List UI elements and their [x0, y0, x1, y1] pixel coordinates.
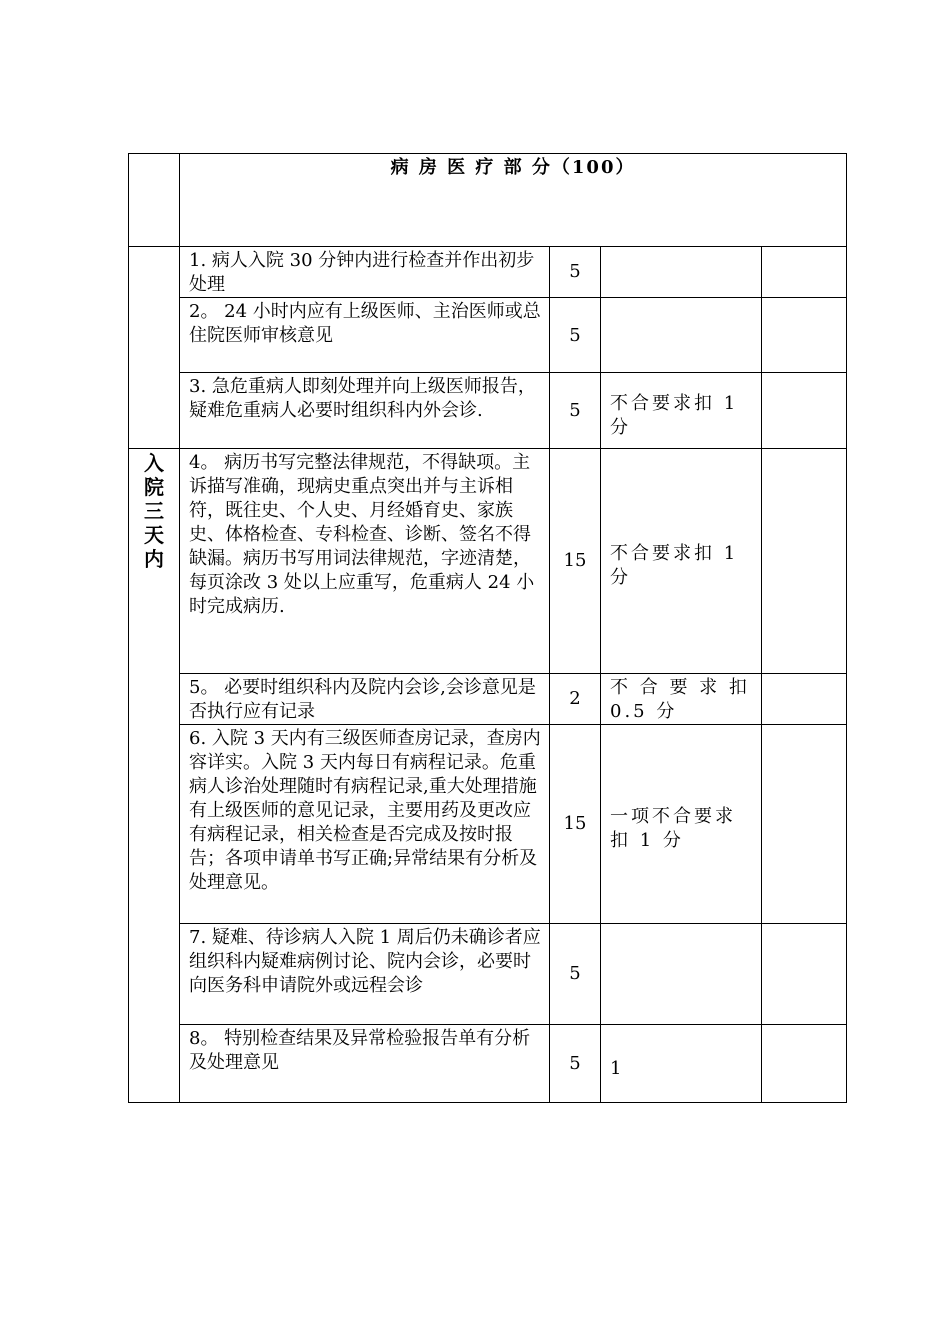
remark-cell — [762, 725, 847, 924]
item-text: 6. 入院 3 天内有三级医师查房记录，查房内容详实。入院 3 天内每日有病程记录。危重病人诊治处理随时有病程记录,重大处理措施有上级医师的意见记录，主要用药及更改应有病程记录，相关检查是否完成及按时报告；各项申请单书写正确;异常结果有分析及处理意见。 — [180, 725, 550, 924]
remark-cell — [762, 449, 847, 674]
deduction-rule: 一项不合要求扣 1 分 — [601, 725, 762, 924]
table-row — [129, 725, 847, 924]
item-text: 5。 必要时组织科内及院内会诊,会诊意见是否执行应有记录 — [180, 674, 550, 725]
title-row — [129, 154, 847, 247]
deduction-rule: 不合要求扣 1 分 — [601, 373, 762, 449]
remark-cell — [762, 247, 847, 298]
section-cell — [129, 449, 180, 1103]
blank-section-cell — [129, 247, 180, 449]
scoring-table — [128, 153, 847, 1103]
table-title: 病 房 医 疗 部 分（100） — [180, 154, 847, 247]
table-row — [129, 1025, 847, 1103]
item-score: 15 — [550, 725, 601, 924]
table-row — [129, 674, 847, 725]
remark-cell — [762, 373, 847, 449]
item-score: 5 — [550, 298, 601, 373]
item-score: 5 — [550, 247, 601, 298]
deduction-rule — [601, 247, 762, 298]
remark-cell — [762, 298, 847, 373]
item-text: 1. 病人入院 30 分钟内进行检查并作出初步处理 — [180, 247, 550, 298]
deduction-rule — [601, 298, 762, 373]
table-row — [129, 247, 847, 298]
item-text: 3. 急危重病人即刻处理并向上级医师报告，疑难危重病人必要时组织科内外会诊. — [180, 373, 550, 449]
section-label: 入院三天内 — [144, 451, 164, 571]
table-row — [129, 298, 847, 373]
deduction-rule — [601, 924, 762, 1025]
item-score: 2 — [550, 674, 601, 725]
item-text: 2。 24 小时内应有上级医师、主治医师或总住院医师审核意见 — [180, 298, 550, 373]
item-score: 15 — [550, 449, 601, 674]
item-score: 5 — [550, 373, 601, 449]
remark-cell — [762, 924, 847, 1025]
item-text: 4。 病历书写完整法律规范，不得缺项。主诉描写准确，现病史重点突出并与主诉相符，既往史、个人史、月经婚育史、家族史、体格检查、专科检查、诊断、签名不得缺漏。病历书写用词法律规范，字迹清楚，每页涂改 3 处以上应重写，危重病人 24 小时完成病历. — [180, 449, 550, 674]
table-row — [129, 449, 847, 674]
item-score: 5 — [550, 1025, 601, 1103]
deduction-rule: 1 — [601, 1025, 762, 1103]
deduction-rule: 不合要求扣 1 分 — [601, 449, 762, 674]
item-text: 8。 特别检查结果及异常检验报告单有分析及处理意见 — [180, 1025, 550, 1103]
table-row — [129, 373, 847, 449]
table-row — [129, 924, 847, 1025]
item-score: 5 — [550, 924, 601, 1025]
remark-cell — [762, 1025, 847, 1103]
deduction-rule: 不 合 要 求 扣 0.5 分 — [601, 674, 762, 725]
remark-cell — [762, 674, 847, 725]
top-left-blank-cell — [129, 154, 180, 247]
item-text: 7. 疑难、待诊病人入院 1 周后仍未确诊者应组织科内疑难病例讨论、院内会诊，必要时向医务科申请院外或远程会诊 — [180, 924, 550, 1025]
